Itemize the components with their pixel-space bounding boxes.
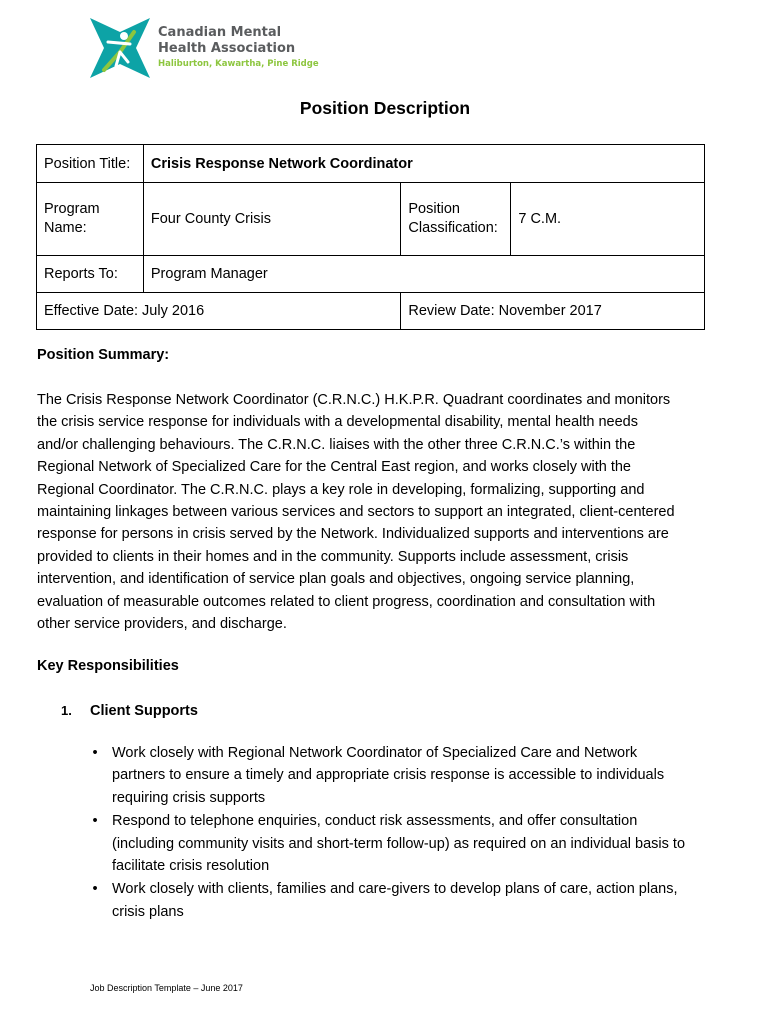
- reports-to-label: Reports To:: [37, 256, 144, 293]
- section-title: Client Supports: [90, 703, 198, 719]
- classification-label: Position Classification:: [401, 183, 511, 256]
- list-item-text: Work closely with clients, families and care-givers to develop plans of care, action plans, crisis plans: [112, 881, 678, 920]
- list-item: [89, 810, 689, 877]
- program-name-label: Program Name:: [37, 183, 144, 256]
- reports-to-value: Program Manager: [143, 256, 704, 293]
- position-title-row: [37, 145, 705, 183]
- dates-row: [37, 293, 705, 330]
- list-item: [89, 742, 689, 809]
- classification-value: 7 C.M.: [511, 183, 705, 256]
- summary-heading: Position Summary:: [37, 347, 170, 363]
- position-title-value: Crisis Response Network Coordinator: [143, 145, 704, 183]
- position-info-table: [36, 144, 705, 330]
- bullet-icon: •: [92, 745, 98, 761]
- document-title: Position Description: [299, 98, 471, 118]
- section-number: 1.: [61, 703, 72, 718]
- responsibility-list: [89, 742, 689, 924]
- position-title-label: Position Title:: [37, 145, 144, 183]
- bullet-icon: •: [92, 813, 98, 830]
- list-item: [89, 878, 689, 923]
- org-name: Canadian Mental Health Association: [158, 25, 296, 56]
- program-row: [37, 183, 705, 256]
- program-name-value: Four County Crisis: [143, 183, 400, 256]
- review-date: Review Date: November 2017: [401, 293, 705, 330]
- cmha-logo: [90, 16, 350, 82]
- org-region: Haliburton, Kawartha, Pine Ridge: [158, 59, 319, 69]
- summary-body: The Crisis Response Network Coordinator (C.R.N.C.) H.K.P.R. Quadrant coordinates and monitors the crisis service response for individuals with a developmental disability, mental health needs and/or challenging behaviours. The C.R.N.C. liaises with the other three C.R.N.C.’s within the Regional Network of Specialized Care for the Central East region, and works closely with the Regional Coordinator. The C.R.N.C. plays a key role in developing, formalizing, supporting and maintaining linkages between various services and sectors to support an integrated, client-centered response for persons in crisis served by the Network. Individualized supports and interventions are provided to clients in their homes and in the community. Supports include assessment, crisis intervention, and identification of service plan goals and objectives, ongoing service planning, evaluation of measurable outcomes related to client progress, coordination and consultation with other service providers, and discharge.: [37, 392, 675, 633]
- bullet-icon: •: [92, 881, 98, 898]
- effective-date: Effective Date: July 2016: [37, 293, 401, 330]
- reports-to-row: [37, 256, 705, 293]
- cmha-logo-mark-icon: [90, 18, 150, 78]
- responsibilities-heading: Key Responsibilities: [37, 658, 179, 674]
- list-item-text: Work closely with Regional Network Coordinator of Specialized Care and Network partners to ensure a timely and appropriate crisis response is accessible to individuals requiring crisis supports: [112, 745, 665, 806]
- list-item-text: Respond to telephone enquiries, conduct risk assessments, and offer consultation (including community visits and short-term follow-up) as required on an individual basis to facilitate crisis resolution: [112, 813, 686, 875]
- client-supports-heading: [61, 703, 198, 719]
- footer-text: Job Description Template – June 2017: [90, 983, 243, 993]
